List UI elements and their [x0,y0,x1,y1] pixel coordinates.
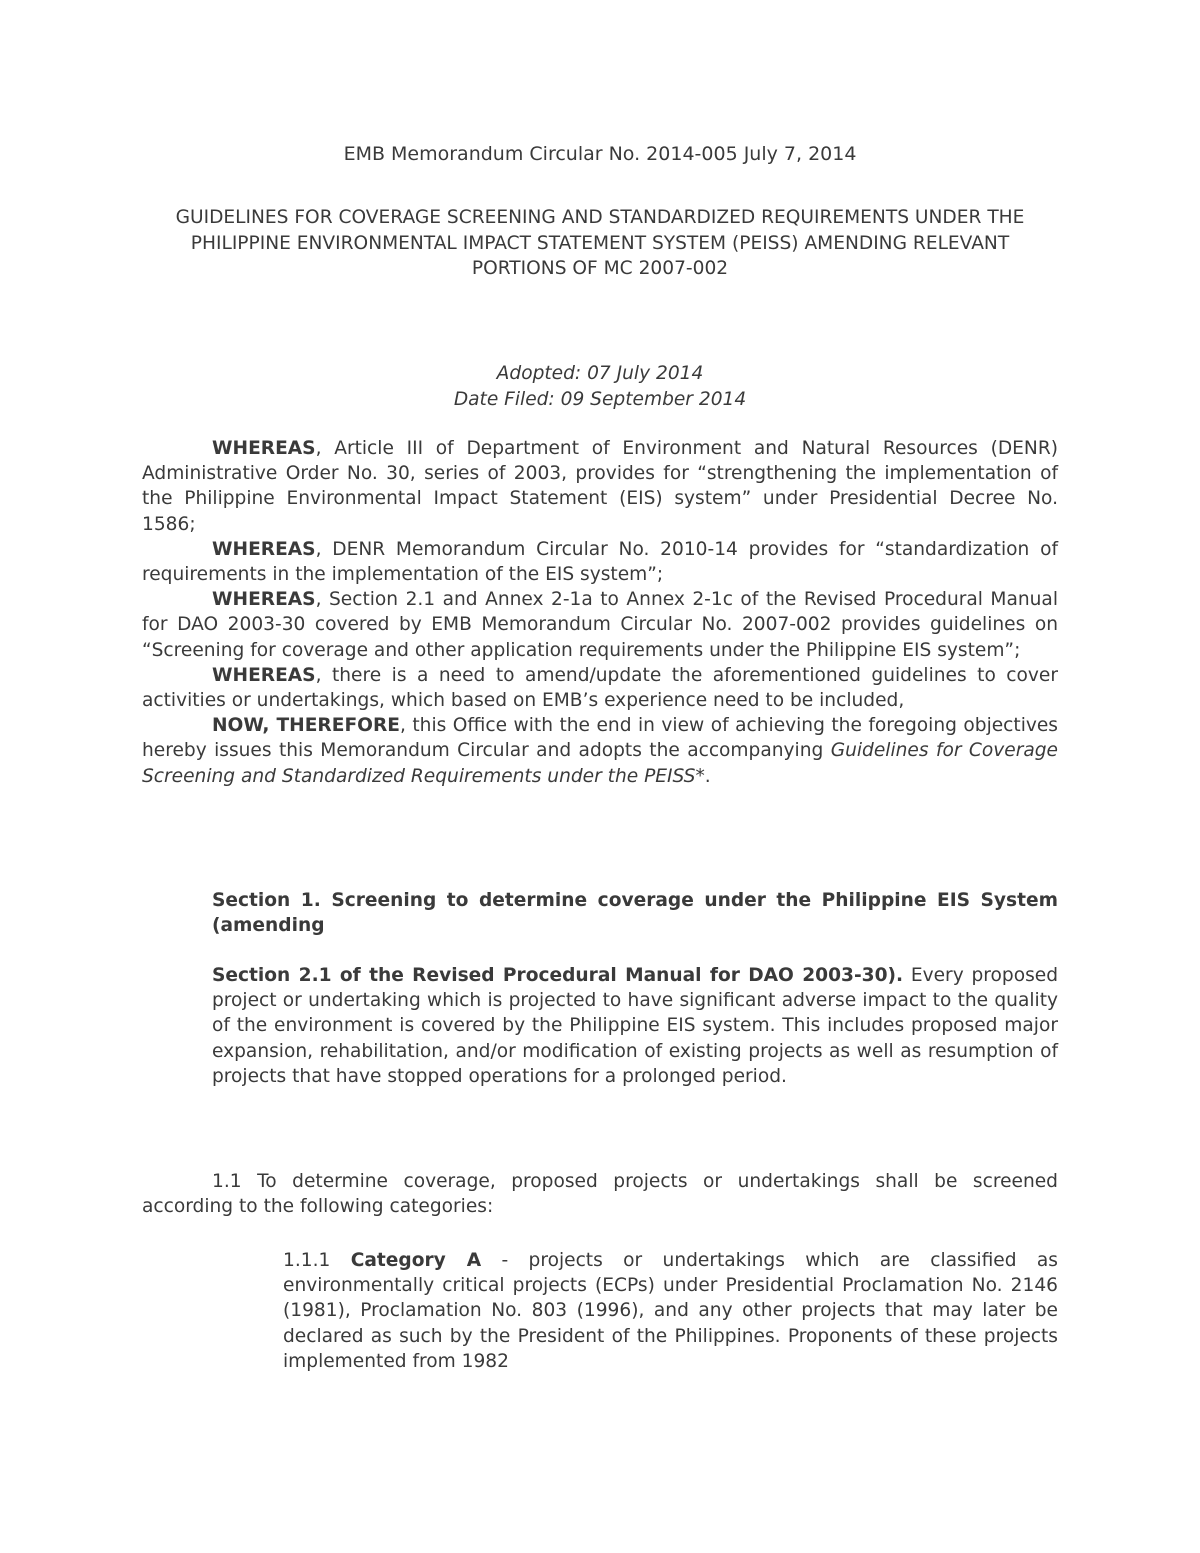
section-2-1-text: Every proposed project or undertaking which is projected to have significant adverse impact to the quality of the environment is covered by the Philippine EIS system. This includes proposed major expansion, rehabilitation, and/or modification of existing projects as well as resumption of projects that have stopped operations for a prolonged period. [212,965,1058,1087]
whereas-text: , there is a need to amend/update the aforementioned guidelines to cover activities or undertakings, which based on EMB’s experience need to be included, [142,664,1058,712]
section-2-1-paragraph [212,963,1058,1089]
date-filed: Date Filed: 09 September 2014 [453,388,747,410]
circular-number: EMB Memorandum Circular No. 2014-005 July 7, 2014 [343,143,857,165]
whereas-clause [142,587,1058,663]
category-a-text: - projects or undertakings which are classified as environmentally critical projects (ECPs) under Presidential Proclamation No. 2146 (1981), Proclamation No. 803 (1996), and any other projects that may later be declared as such by the President of the Philippines. Proponents of these projects implemented from 1982 [283,1250,1058,1372]
whereas-clause [142,537,1058,587]
whereas-clause [142,436,1058,537]
section-2-1-heading: Section 2.1 of the Revised Procedural Manual for DAO 2003-30). [212,965,904,986]
whereas-lead: WHEREAS [212,438,316,459]
whereas-clauses [142,436,1058,789]
paragraph-1-1-text: 1.1 To determine coverage, proposed projects or undertakings shall be screened according to the following categories: [142,1171,1058,1218]
whereas-text: , Article III of Department of Environment and Natural Resources (DENR) Administrative Order No. 30, series of 2003, provides for “strengthening the implementation of the Philippine Environmental Impact Statement (EIS) system” under Presidential Decree No. 1586; [142,438,1058,535]
paragraph-number: 1.1.1 [283,1250,351,1271]
now-therefore-lead: NOW, THEREFORE [212,715,400,737]
now-therefore-end: . [704,765,711,787]
section-1-heading: Section 1. Screening to determine coverage under the Philippine EIS System (amending [212,890,1058,937]
whereas-lead: WHEREAS [212,589,316,611]
whereas-text: , DENR Memorandum Circular No. 2010-14 provides for “standardization of requirements in the implementation of the EIS system”; [142,538,1058,586]
adopted-date: Adopted: 07 July 2014 [496,363,704,384]
now-therefore-text: , this Office with the end in view of achieving the foregoing objectives hereby issues this Memorandum Circular and adopts the accompanying [142,715,1058,762]
now-therefore-clause [142,713,1058,789]
whereas-lead: WHEREAS [212,538,316,560]
adoption-info [142,361,1058,412]
guidelines-title-italic: Guidelines for Coverage Screening and Standardized Requirements under the PEISS* [142,740,1058,787]
document-title: GUIDELINES FOR COVERAGE SCREENING AND STANDARDIZED REQUIREMENTS UNDER THE PHILIPPINE ENVIRONMENTAL IMPACT STATEMENT SYSTEM (PEISS) AMENDING RELEVANT PORTIONS OF MC 2007-002 [175,207,1025,279]
whereas-text: , Section 2.1 and Annex 2-1a to Annex 2-1c of the Revised Procedural Manual for DAO 2003-30 covered by EMB Memorandum Circular No. 2007-002 provides guidelines on “Screening for coverage and other application requirements under the Philippine EIS system”; [142,589,1058,661]
whereas-lead: WHEREAS [212,664,316,686]
paragraph-1-1-1 [283,1248,1058,1374]
category-a-label: Category A [350,1250,482,1271]
paragraph-1-1 [142,1169,1058,1219]
whereas-clause [142,663,1058,713]
